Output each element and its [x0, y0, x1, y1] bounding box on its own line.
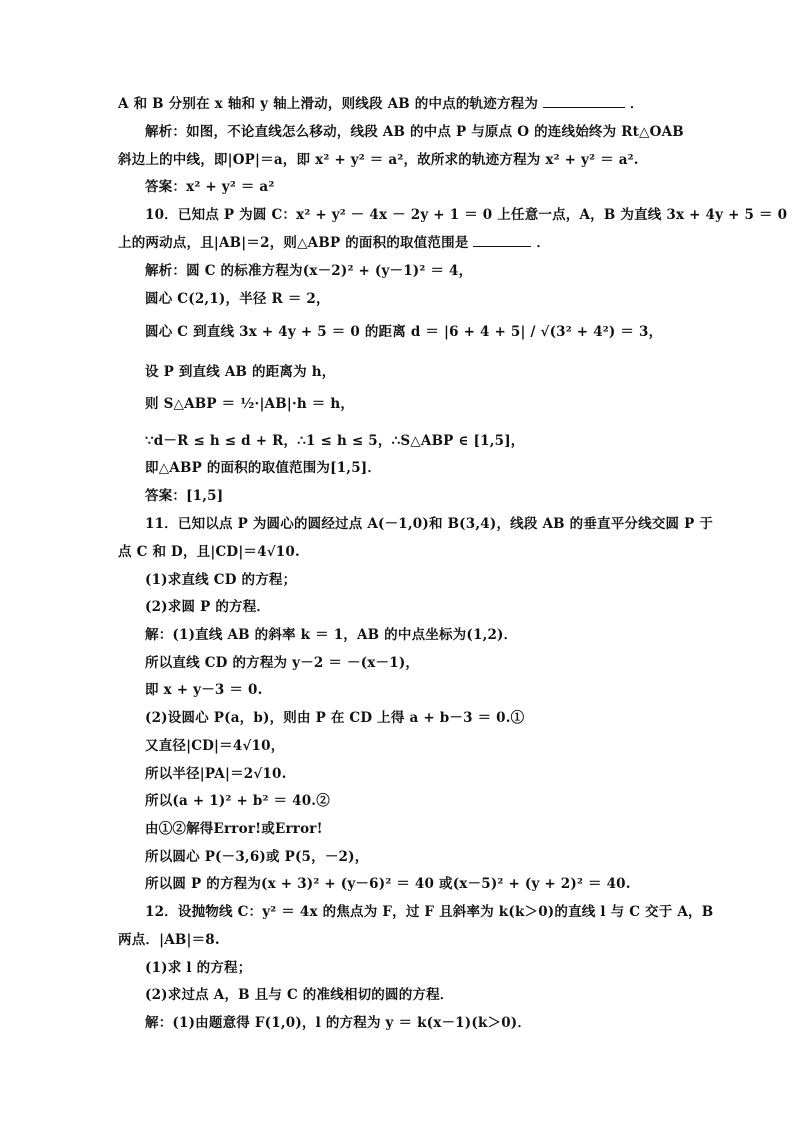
solution-line: 即△ABP 的面积的取值范围为[1,5]． — [145, 460, 382, 476]
solution-line: 所以直线 CD 的方程为 y－2 ＝ －(x－1)， — [145, 655, 420, 671]
solution-line: ∵d－R ≤ h ≤ d + R，∴1 ≤ h ≤ 5，∴S△ABP ∈ [1,5]， — [145, 433, 525, 449]
question-line: 两点．|AB|＝8. — [118, 932, 220, 948]
solution-line: 所以圆 P 的方程为(x + 3)² + (y－6)² ＝ 40 或(x－5)² + (y + 2)² ＝ 40. — [145, 876, 631, 892]
solution-line: 解析：圆 C 的标准方程为(x－2)² + (y－1)² ＝ 4， — [145, 263, 473, 279]
solution-line: 斜边上的中线，即|OP|＝a，即 x² + y² ＝ a²，故所求的轨迹方程为 x² + y² ＝ a². — [118, 152, 639, 168]
question-line: 点 C 和 D，且|CD|＝4√10. — [118, 544, 300, 560]
answer-blank — [543, 95, 625, 108]
question-line: 12．设抛物线 C：y² ＝ 4x 的焦点为 F，过 F 且斜率为 k(k＞0)的直线 l 与 C 交于 A，B — [145, 904, 714, 920]
answer-blank — [473, 234, 531, 247]
question-line: (2)求圆 P 的方程． — [145, 599, 271, 615]
question-line — [118, 233, 550, 253]
solution-line: 圆心 C 到直线 3x + 4y + 5 ＝ 0 的距离 d ＝ |6 + 4 + 5| / √(3² + 4²) ＝ 3， — [145, 324, 663, 340]
text-span: A 和 B 分别在 x 轴和 y 轴上滑动，则线段 AB 的中点的轨迹方程为 — [118, 96, 539, 112]
solution-line: 解：(1)直线 AB 的斜率 k ＝ 1，AB 的中点坐标为(1,2)． — [145, 627, 518, 643]
solution-line: 圆心 C(2,1)，半径 R ＝ 2， — [145, 291, 330, 307]
text-span: ． — [536, 235, 551, 251]
answer-line: 答案：x² + y² ＝ a² — [145, 179, 275, 195]
answer-line: 答案：[1,5] — [145, 488, 224, 504]
solution-line: 由①②解得Error!或Error! — [145, 821, 323, 837]
solution-line: (2)设圆心 P(a，b)，则由 P 在 CD 上得 a + b－3 ＝ 0.① — [145, 710, 525, 726]
text-span: ． — [629, 96, 644, 112]
question-line: 11．已知以点 P 为圆心的圆经过点 A(－1,0)和 B(3,4)，线段 AB 的垂直平分线交圆 P 于 — [145, 516, 714, 532]
question-line: (1)求直线 CD 的方程； — [145, 572, 297, 588]
solution-line: 即 x + y－3 ＝ 0. — [145, 682, 263, 698]
question-line: (2)求过点 A，B 且与 C 的准线相切的圆的方程． — [145, 987, 454, 1003]
question-line: (1)求 l 的方程； — [145, 960, 252, 976]
solution-line: 解析：如图，不论直线怎么移动，线段 AB 的中点 P 与原点 O 的连线始终为 Rt△OAB — [145, 124, 684, 140]
solution-line: 又直径|CD|＝4√10， — [145, 738, 285, 754]
solution-line: 所以圆心 P(－3,6)或 P(5，－2)， — [145, 849, 369, 865]
text-span: 上的两动点，且|AB|＝2，则△ABP 的面积的取值范围是 — [118, 235, 469, 251]
question-line: 10．已知点 P 为圆 C：x² + y² － 4x － 2y + 1 ＝ 0 上任意一点，A，B 为直线 3x + 4y + 5 ＝ 0 — [145, 207, 788, 223]
text-line — [118, 94, 644, 114]
solution-line: 解：(1)由题意得 F(1,0)，l 的方程为 y ＝ k(x－1)(k＞0)． — [145, 1015, 532, 1031]
solution-line: 设 P 到直线 AB 的距离为 h， — [145, 364, 336, 380]
solution-line: 所以半径|PA|＝2√10. — [145, 766, 287, 782]
solution-line: 则 S△ABP ＝ ½·|AB|·h ＝ h， — [145, 396, 355, 412]
solution-line: 所以(a + 1)² + b² ＝ 40.② — [145, 793, 330, 809]
